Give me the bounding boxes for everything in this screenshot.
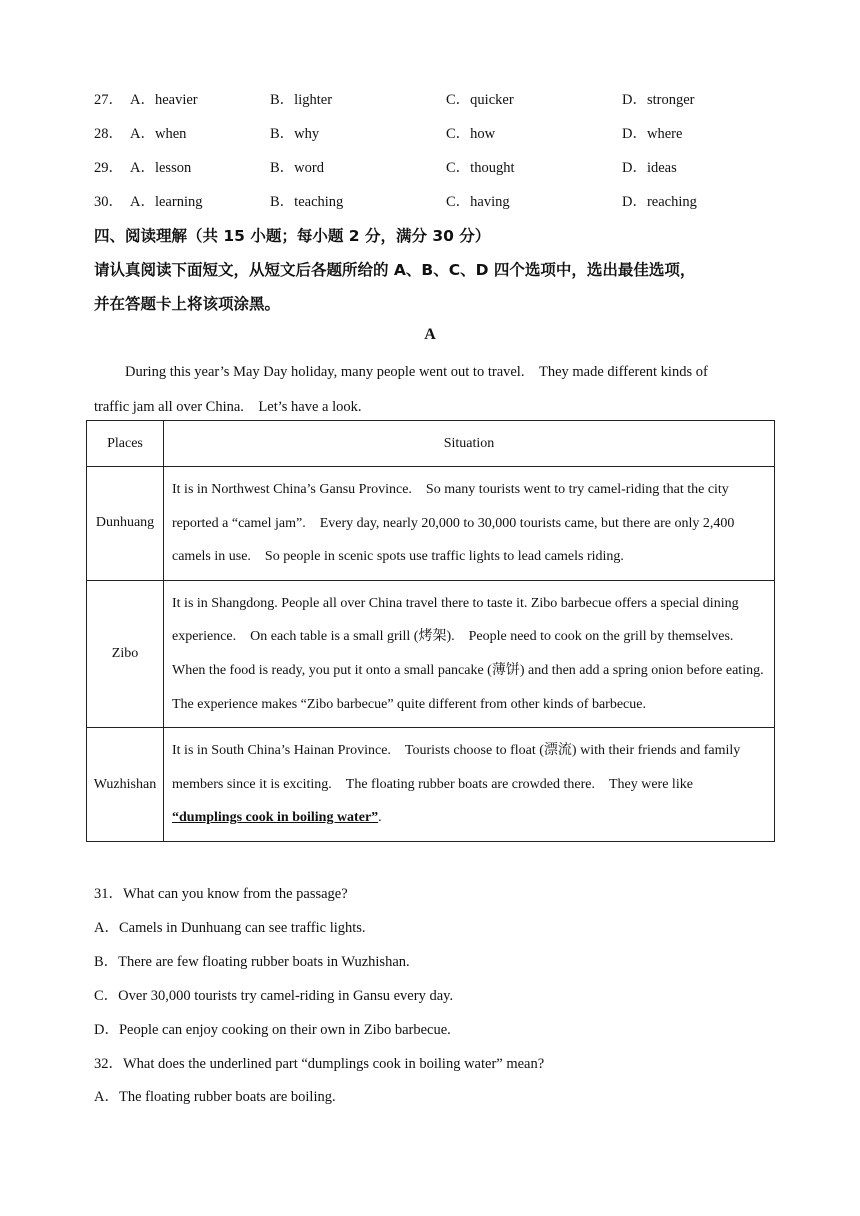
option-c: C．thought	[446, 160, 515, 176]
situation-table	[86, 420, 778, 842]
header-situation: Situation	[164, 421, 775, 467]
option-b: B．lighter	[270, 92, 333, 108]
table-header-row	[87, 421, 775, 467]
option-a: A．learning	[130, 194, 203, 210]
place-cell: Zibo	[87, 580, 164, 727]
situation-cell: It is in Shangdong. People all over China travel there to taste it. Zibo barbecue offers a special dining experience. On each table is a small grill (烤架). People need to cook on the grill by themselves. When the food is ready, you put it onto a small pancake (薄饼) and then add a spring onion before eating. The experience makes “Zibo barbecue” quite different from other kinds of barbecue.	[164, 580, 775, 727]
section-heading: 四、阅读理解（共 15 小题；每小题 2 分，满分 30 分）	[94, 227, 491, 245]
header-places: Places	[87, 421, 164, 467]
question-30-options	[94, 190, 794, 214]
table-row	[87, 728, 775, 842]
passage-intro-line-1: During this year’s May Day holiday, many people went out to travel. They made different kinds of	[125, 364, 708, 380]
table-row	[87, 467, 775, 581]
option-b: B．teaching	[270, 194, 344, 210]
place-cell: Dunhuang	[87, 467, 164, 581]
question-29-options	[94, 156, 794, 180]
question-number: 28．	[94, 126, 123, 142]
option-a: A．when	[130, 126, 187, 142]
option-d: D．stronger	[622, 92, 695, 108]
option-a: A．lesson	[130, 160, 192, 176]
question-32: 32．What does the underlined part “dumplings cook in boiling water” mean?	[94, 1056, 545, 1072]
section-instruction-line-1: 请认真阅读下面短文，从短文后各题所给的 A、B、C、D 四个选项中，选出最佳选项，	[94, 261, 696, 279]
option-d: D．where	[622, 126, 683, 142]
situation-cell: It is in Northwest China’s Gansu Province. So many tourists went to try camel-riding that the city reported a “camel jam”. Every day, nearly 20,000 to 30,000 tourists came, but there are only 2,400 camels in use. So people in scenic spots use traffic lights to lead camels riding.	[164, 467, 775, 581]
question-number: 29．	[94, 160, 123, 176]
option-b: B．word	[270, 160, 324, 176]
question-27-options	[94, 88, 794, 112]
option-c: C．having	[446, 194, 510, 210]
underlined-phrase: “dumplings cook in boiling water”	[172, 810, 379, 826]
situation-text-end: .	[378, 810, 382, 826]
option-c: C．how	[446, 126, 496, 142]
question-31-option-c: C．Over 30,000 tourists try camel-riding in Gansu every day.	[94, 988, 454, 1004]
question-number: 30．	[94, 194, 123, 210]
option-c: C．quicker	[446, 92, 514, 108]
place-cell: Wuzhishan	[87, 728, 164, 842]
situation-cell	[164, 728, 775, 842]
situation-text: It is in South China’s Hainan Province. Tourists choose to float (漂流) with their friends and family members since it is exciting. The floating rubber boats are crowded there. They were like	[172, 743, 741, 792]
section-instruction-line-2: 并在答题卡上将该项涂黑。	[94, 295, 281, 313]
question-31-option-a: A．Camels in Dunhuang can see traffic lights.	[94, 920, 366, 936]
question-31-option-d: D．People can enjoy cooking on their own in Zibo barbecue.	[94, 1022, 451, 1038]
option-a: A．heavier	[130, 92, 198, 108]
option-d: D．reaching	[622, 194, 697, 210]
table-row	[87, 580, 775, 727]
option-b: B．why	[270, 126, 320, 142]
option-d: D．ideas	[622, 160, 677, 176]
passage-intro-line-2: traffic jam all over China. Let’s have a look.	[94, 399, 362, 415]
question-28-options	[94, 122, 794, 146]
question-31-option-b: B．There are few floating rubber boats in Wuzhishan.	[94, 954, 410, 970]
question-31: 31．What can you know from the passage?	[94, 886, 348, 902]
question-32-option-a: A．The floating rubber boats are boiling.	[94, 1089, 336, 1105]
passage-title: A	[424, 326, 436, 343]
question-number: 27．	[94, 92, 123, 108]
